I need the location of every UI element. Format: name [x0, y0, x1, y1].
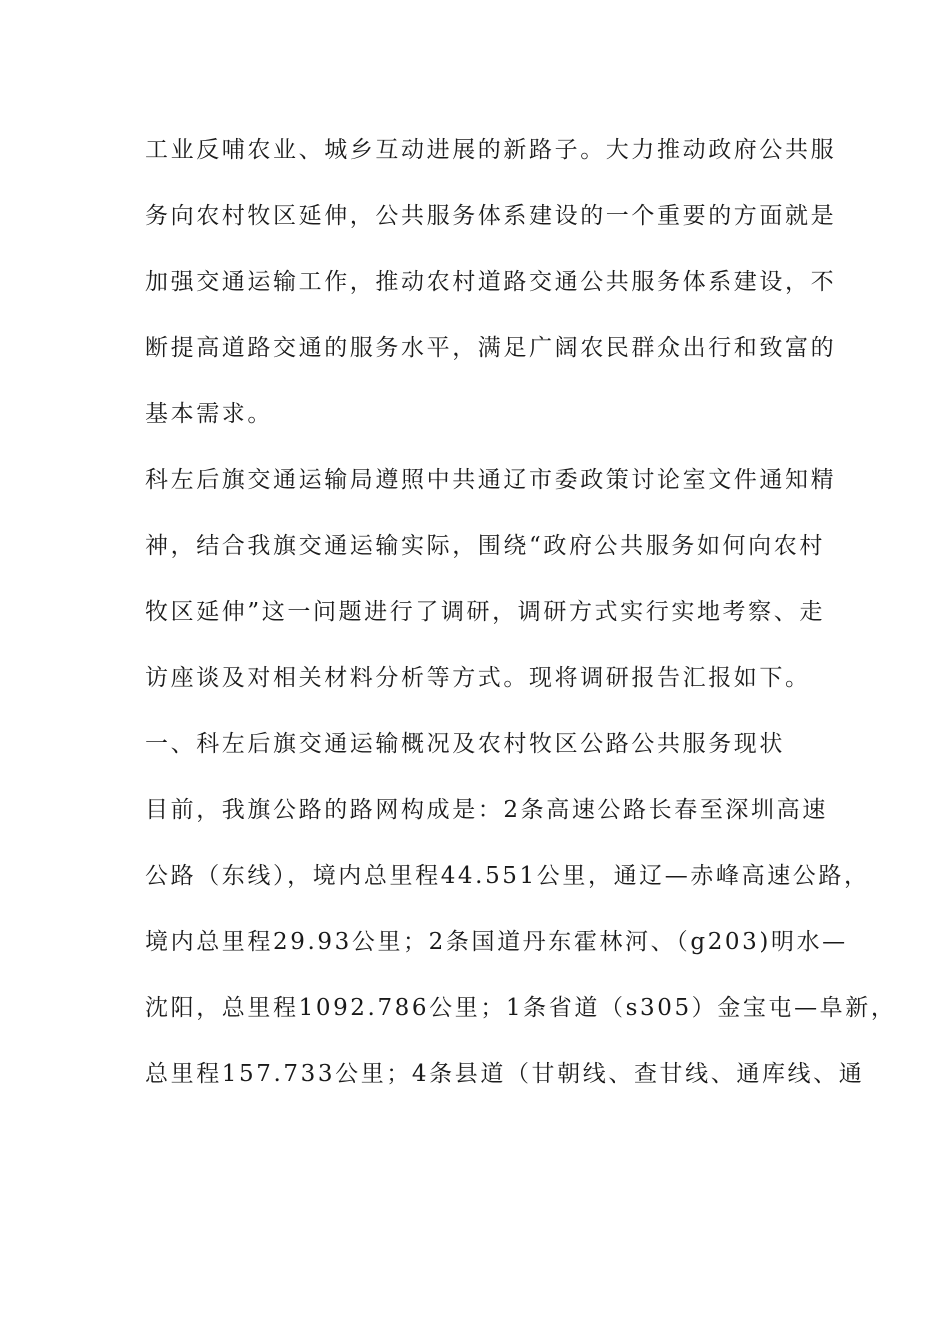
text-line-1: 工业反哺农业、城乡互动进展的新路子。大力推动政府公共服 [145, 137, 837, 163]
section-heading: 一、科左后旗交通运输概况及农村牧区公路公共服务现状 [145, 731, 785, 757]
text-line-4: 断提高道路交通的服务水平，满足广阔农民群众出行和致富的 [145, 335, 837, 361]
body-text [145, 128, 897, 1118]
text-line-6: 科左后旗交通运输局遵照中共通辽市委政策讨论室文件通知精 [145, 467, 837, 493]
text-line-14: 沈阳，总里程1092.786公里；1条省道（s305）金宝屯—阜新， [145, 995, 897, 1021]
text-line-9: 访座谈及对相关材料分析等方式。现将调研报告汇报如下。 [145, 665, 811, 691]
text-line-2: 务向农村牧区延伸，公共服务体系建设的一个重要的方面就是 [145, 203, 837, 229]
text-line-8: 牧区延伸”这一问题进行了调研，调研方式实行实地考察、走 [145, 599, 825, 625]
text-line-7: 神，结合我旗交通运输实际，围绕“政府公共服务如何向农村 [145, 533, 825, 559]
text-line-12: 公路（东线），境内总里程44.551公里，通辽—赤峰高速公路， [145, 863, 870, 889]
text-line-15: 总里程157.733公里；4条县道（甘朝线、查甘线、通库线、通 [145, 1061, 865, 1087]
text-line-13: 境内总里程29.93公里；2条国道丹东霍林河、（g203)明水— [145, 929, 848, 955]
text-line-3: 加强交通运输工作，推动农村道路交通公共服务体系建设，不 [145, 269, 837, 295]
text-line-5: 基本需求。 [145, 401, 273, 427]
text-line-11: 目前，我旗公路的路网构成是：2条高速公路长春至深圳高速 [145, 797, 828, 823]
